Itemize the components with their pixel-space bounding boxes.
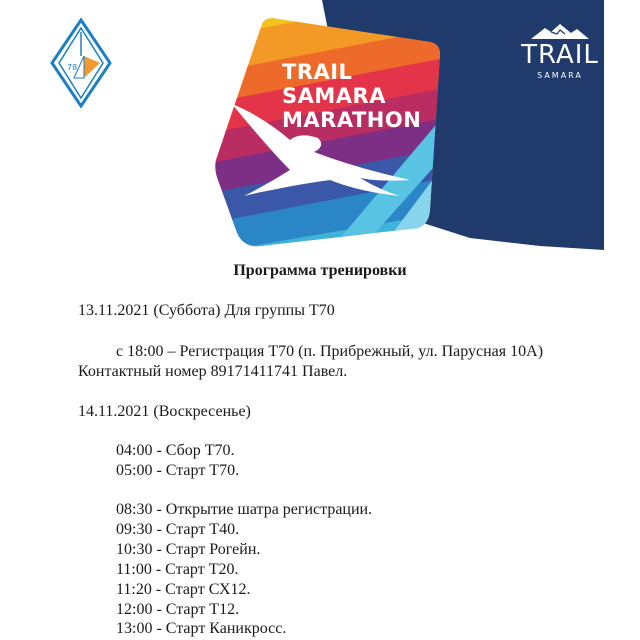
schedule-item: 10:30 - Старт Рогейн.: [116, 541, 261, 558]
schedule-item: 12:00 - Старт Т12.: [116, 601, 240, 618]
day1-date-line: 13.11.2021 (Суббота) Для группы Т70: [78, 302, 335, 319]
orienteering-club-emblem-icon: [50, 18, 112, 108]
club-logo: [50, 18, 112, 108]
trail-logo-subword: SAMARA: [537, 71, 583, 80]
trail-logo-word: TRAIL: [521, 40, 599, 70]
schedule-item: 11:20 - Старт СХ12.: [116, 581, 251, 598]
marathon-title-line-1: TRAIL: [282, 60, 353, 84]
marathon-title: [282, 60, 421, 132]
program-heading: Программа тренировки: [233, 262, 407, 279]
day2-date-line: 14.11.2021 (Воскресенье): [78, 403, 251, 420]
trail-samara-logo: [520, 22, 600, 102]
marathon-title-line-2: SAMARA: [282, 84, 386, 108]
schedule-item: 11:00 - Старт Т20.: [116, 561, 239, 578]
schedule-item: 09:30 - Старт Т40.: [116, 521, 240, 538]
mountain-icon: [529, 22, 591, 40]
schedule-item: 05:00 - Старт Т70.: [116, 462, 240, 479]
schedule-item: 04:00 - Сбор Т70.: [116, 442, 235, 459]
day1-registration-line: с 18:00 – Регистрация Т70 (п. Прибрежный, ул. Парусная 10А): [116, 343, 544, 360]
schedule-item: 08:30 - Открытие шатра регистрации.: [116, 501, 373, 518]
club-logo-number: 78: [67, 63, 78, 72]
schedule-item: 13:00 - Старт Каникросс.: [116, 620, 287, 637]
day1-contact-line: Контактный номер 89171411741 Павел.: [78, 363, 348, 380]
marathon-title-line-3: MARATHON: [282, 108, 422, 132]
